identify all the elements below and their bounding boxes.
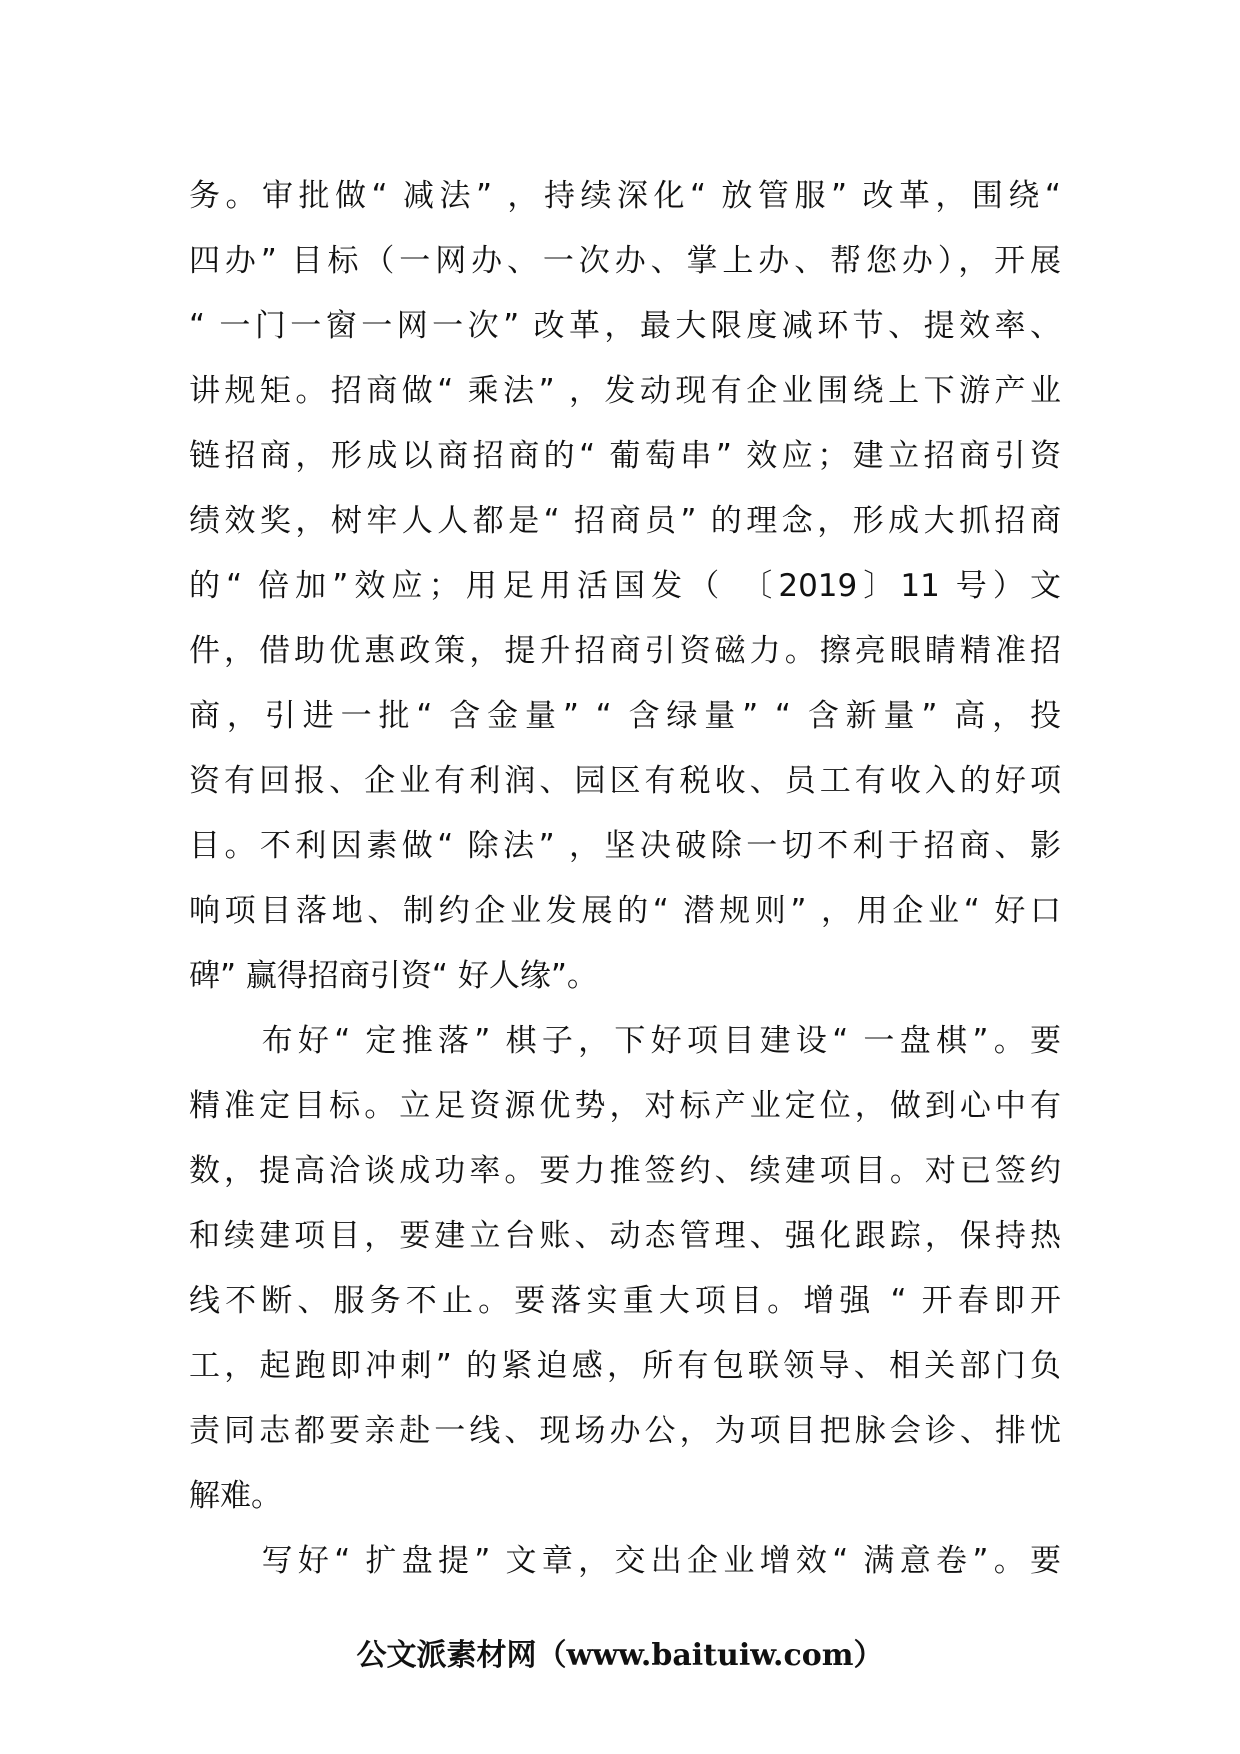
footer-watermark: 公文派素材网（www.baituiw.com）	[356, 1638, 884, 1673]
text-line: 布好“ 定推落” 棋子，下好项目建设“ 一盘棋”。要	[189, 1023, 1061, 1059]
text-line: 和续建项目，要建立台账、动态管理、强化跟踪，保持热	[189, 1218, 1061, 1254]
text-line: 四办” 目标（一网办、一次办、掌上办、帮您办），开展	[189, 243, 1061, 279]
text-line: 商，引进一批“ 含金量” “ 含绿量” “ 含新量” 高，投	[189, 698, 1061, 734]
text-line: 件，借助优惠政策，提升招商引资磁力。擦亮眼睛精准招	[189, 633, 1061, 669]
text-line: 务。审批做“ 减法” ，持续深化“ 放管服” 改革，围绕“	[189, 178, 1061, 214]
text-line: 的“ 倍加”效应；用足用活国发（ 〔2019〕11 号）文	[189, 568, 1061, 604]
text-line: 碑” 赢得招商引资“ 好人缘”。	[189, 958, 598, 994]
text-line: 工，起跑即冲刺” 的紧迫感，所有包联领导、相关部门负	[189, 1348, 1061, 1384]
text-line: 资有回报、企业有利润、园区有税收、员工有收入的好项	[189, 763, 1061, 799]
text-line: 写好“ 扩盘提” 文章，交出企业增效“ 满意卷”。要	[189, 1543, 1061, 1579]
text-line: 责同志都要亲赴一线、现场办公，为项目把脉会诊、排忧	[189, 1413, 1061, 1449]
text-line: 链招商，形成以商招商的“ 葡萄串” 效应；建立招商引资	[189, 438, 1061, 474]
document-body	[189, 164, 1061, 1594]
text-line: 绩效奖，树牢人人都是“ 招商员” 的理念，形成大抓招商	[189, 503, 1061, 539]
text-line: 数，提高洽谈成功率。要力推签约、续建项目。对已签约	[189, 1153, 1061, 1189]
text-line: “ 一门一窗一网一次” 改革，最大限度减环节、提效率、	[189, 308, 1061, 344]
text-line: 响项目落地、制约企业发展的“ 潜规则” ，用企业“ 好口	[189, 893, 1061, 929]
text-line: 线不断、服务不止。要落实重大项目。增强 “ 开春即开	[189, 1283, 1061, 1319]
text-line: 讲规矩。招商做“ 乘法” ，发动现有企业围绕上下游产业	[189, 373, 1061, 409]
text-line: 目。不利因素做“ 除法” ，坚决破除一切不利于招商、影	[189, 828, 1061, 864]
text-line: 精准定目标。立足资源优势，对标产业定位，做到心中有	[189, 1088, 1061, 1124]
text-line: 解难。	[189, 1478, 282, 1514]
